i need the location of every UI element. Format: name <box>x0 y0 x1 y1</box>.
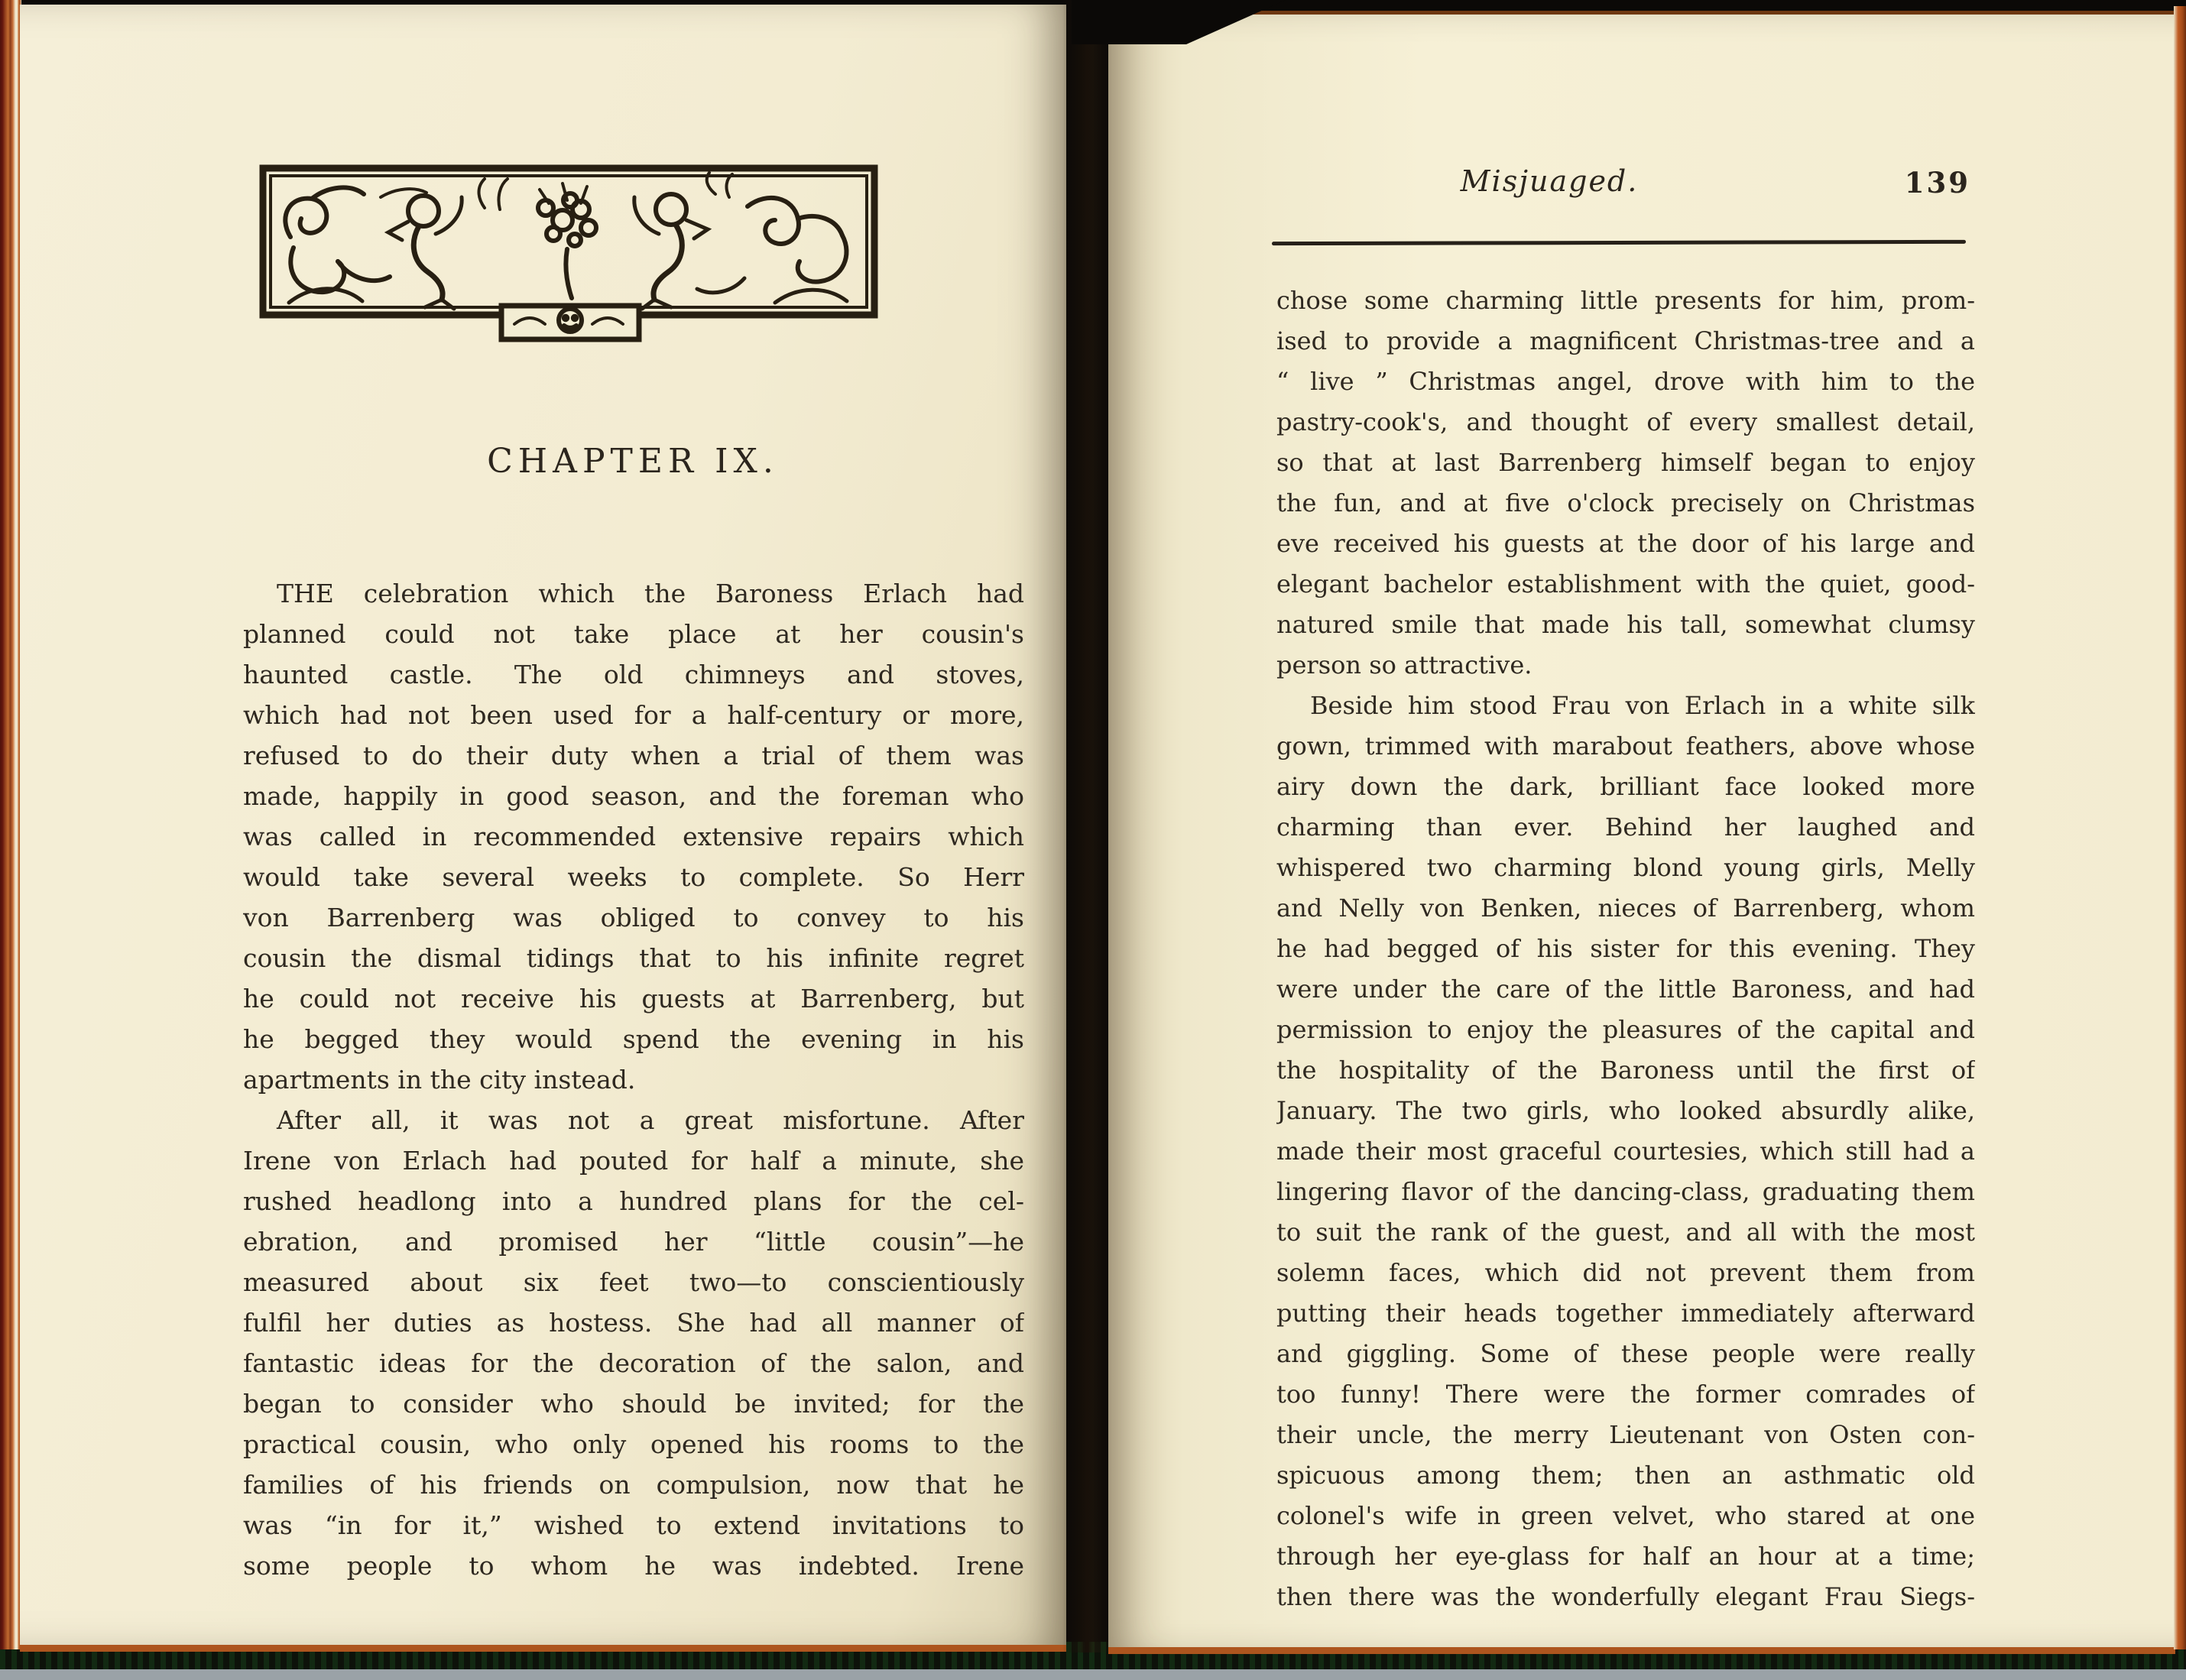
text-line: elegant bachelor establishment with the quiet, good- <box>1276 569 1975 598</box>
text-line: made their most graceful courtesies, which still had a <box>1276 1137 1975 1166</box>
text-line: gown, trimmed with marabout feathers, above whose <box>1276 731 1975 761</box>
text-line: THE celebration which the Baroness Erlach had <box>277 579 1024 608</box>
chapter-heading: CHAPTER IX. <box>487 442 779 481</box>
text-line: haunted castle. The old chimneys and stoves, <box>243 660 1024 689</box>
text-line: putting their heads together immediately afterward <box>1276 1299 1975 1328</box>
text-line: Irene von Erlach had pouted for half a minute, she <box>243 1146 1024 1176</box>
text-line: spicuous among them; then an asthmatic old <box>1276 1461 1975 1490</box>
text-line: Beside him stood Frau von Erlach in a white silk <box>1310 691 1975 720</box>
text-line: families of his friends on compulsion, now that he <box>243 1470 1024 1500</box>
left-page <box>20 5 1066 1652</box>
table-surface <box>0 1668 2186 1680</box>
right-page <box>1108 11 2175 1654</box>
text-line: he begged they would spend the evening in his <box>243 1024 1024 1054</box>
text-line: were under the care of the little Baroness, and had <box>1276 975 1975 1004</box>
page-number: 139 <box>1904 166 1970 199</box>
left-page-text <box>243 573 1024 1586</box>
text-line: person so attractive. <box>1276 650 1532 679</box>
text-line: rushed headlong into a hundred plans for the cel- <box>243 1186 1024 1216</box>
text-line: colonel's wife in green velvet, who stared at one <box>1276 1501 1975 1530</box>
header-rule <box>1272 240 1966 245</box>
right-page-text <box>1276 281 1975 1617</box>
text-line: ised to provide a magnificent Christmas-tree and a <box>1276 326 1975 355</box>
text-line: refused to do their duty when a trial of them was <box>243 741 1024 770</box>
text-line: made, happily in good season, and the foreman who <box>243 781 1024 811</box>
text-line: was called in recommended extensive repairs which <box>243 822 1024 851</box>
text-line: practical cousin, who only opened his rooms to the <box>243 1429 1024 1459</box>
text-line: eve received his guests at the door of his large and <box>1276 529 1975 558</box>
text-line: ebration, and promised her “little cousin”—he <box>243 1227 1024 1257</box>
text-line: began to consider who should be invited; for the <box>243 1389 1024 1419</box>
text-line: too funny! There were the former comrades of <box>1276 1380 1975 1409</box>
book-spine-edge <box>0 0 21 1649</box>
text-line: planned could not take place at her cousin's <box>243 619 1024 649</box>
running-header-title: Misjuaged. <box>1460 164 1639 198</box>
text-line: natured smile that made his tall, somewhat clumsy <box>1276 610 1975 639</box>
text-line: After all, it was not a great misfortune. After <box>277 1105 1024 1135</box>
text-line: and Nelly von Benken, nieces of Barrenberg, whom <box>1276 894 1975 923</box>
text-line: then there was the wonderfully elegant Frau Siegs- <box>1276 1582 1975 1611</box>
text-line: apartments in the city instead. <box>243 1065 636 1095</box>
text-line: the fun, and at five o'clock precisely on Christmas <box>1276 488 1975 517</box>
text-line: fulfil her duties as hostess. She had all manner of <box>243 1308 1024 1338</box>
page-edge-stripe-right <box>2174 6 2186 1649</box>
running-header <box>1276 164 1975 210</box>
text-line: the hospitality of the Baroness until the first of <box>1276 1056 1975 1085</box>
text-line: whispered two charming blond young girls, Melly <box>1276 853 1975 882</box>
text-line: he had begged of his sister for this evening. They <box>1276 934 1975 963</box>
text-line: and giggling. Some of these people were really <box>1276 1339 1975 1368</box>
text-line: fantastic ideas for the decoration of the salon, and <box>243 1348 1024 1378</box>
gutter-top-shadow <box>1072 0 1286 44</box>
text-line: to suit the rank of the guest, and all with the most <box>1276 1218 1975 1247</box>
text-line: measured about six feet two—to conscientiously <box>243 1267 1024 1297</box>
text-line: pastry-cook's, and thought of every smallest detail, <box>1276 407 1975 436</box>
text-line: was “in for it,” wished to extend invitations to <box>243 1510 1024 1540</box>
text-line: through her eye-glass for half an hour at a time; <box>1276 1542 1975 1571</box>
text-line: some people to whom he was indebted. Irene <box>243 1551 1024 1581</box>
text-line: cousin the dismal tidings that to his infinite regret <box>243 943 1024 973</box>
text-line: lingering flavor of the dancing-class, graduating them <box>1276 1177 1975 1206</box>
text-line: permission to enjoy the pleasures of the capital and <box>1276 1015 1975 1044</box>
text-line: “ live ” Christmas angel, drove with him to the <box>1276 367 1975 396</box>
gutter-shadow <box>1062 0 1110 1652</box>
text-line: airy down the dark, brilliant face looked more <box>1276 772 1975 801</box>
text-line: chose some charming little presents for him, prom- <box>1276 286 1975 315</box>
text-line: January. The two girls, who looked absurdly alike, <box>1276 1096 1975 1125</box>
cherub-floral-headpiece-ornament <box>258 164 879 342</box>
text-line: he could not receive his guests at Barrenberg, but <box>243 984 1024 1014</box>
text-line: charming than ever. Behind her laughed and <box>1276 812 1975 842</box>
text-line: so that at last Barrenberg himself began to enjoy <box>1276 448 1975 477</box>
text-line: would take several weeks to complete. So Herr <box>243 862 1024 892</box>
text-line: von Barrenberg was obliged to convey to his <box>243 903 1024 932</box>
text-line: their uncle, the merry Lieutenant von Osten con- <box>1276 1420 1975 1449</box>
text-line: solemn faces, which did not prevent them from <box>1276 1258 1975 1287</box>
text-line: which had not been used for a half-century or more, <box>243 700 1024 730</box>
